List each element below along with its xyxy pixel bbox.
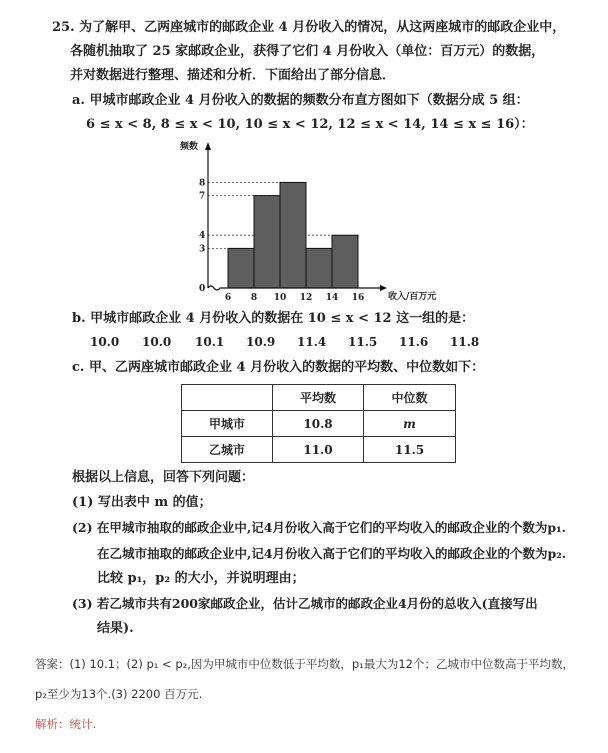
table-header-cell: 中位数 bbox=[364, 385, 456, 411]
histogram-bar bbox=[332, 235, 358, 288]
part-b-value: 10.0 bbox=[142, 335, 172, 349]
x-tick-label: 6 bbox=[224, 293, 232, 303]
part-b-value: 11.6 bbox=[399, 335, 429, 349]
prompt-text: 根据以上信息，回答下列问题： bbox=[72, 470, 255, 485]
sub-question-2a: (2) 在甲城市抽取的邮政企业中,记4月份收入高于它们的平均收入的邮政企业的个数为p₁. bbox=[72, 520, 566, 535]
x-tick-label: 12 bbox=[299, 293, 313, 303]
x-axis-label: 收入/百万元 bbox=[388, 292, 437, 302]
y-axis-arrow bbox=[205, 142, 211, 150]
table-cell: 甲城市 bbox=[182, 411, 273, 437]
part-b-value: 11.8 bbox=[450, 335, 480, 349]
part-b-value: 10.0 bbox=[90, 335, 120, 349]
part-b-text: b. 甲城市邮政企业 4 月份收入的数据在 10 ≤ x < 12 这一组的是： bbox=[72, 311, 475, 326]
table-row bbox=[182, 411, 456, 437]
part-a-line-1: a. 甲城市邮政企业 4 月份收入的数据的频数分布直方图如下（数据分成 5 组： bbox=[72, 93, 529, 108]
x-tick-label: 14 bbox=[325, 293, 339, 303]
sub-question-2c: 比较 p₁，p₂ 的大小，并说明理由； bbox=[97, 571, 305, 586]
y-tick-label: 4 bbox=[199, 231, 206, 242]
part-b-value: 11.4 bbox=[297, 335, 327, 349]
sub-question-1: (1) 写出表中 m 的值； bbox=[72, 495, 212, 510]
y-tick-label: 3 bbox=[199, 244, 206, 255]
table-cell: 11.0 bbox=[273, 437, 364, 463]
table-header-cell: 平均数 bbox=[273, 385, 364, 411]
x-axis-arrow bbox=[380, 285, 387, 291]
part-c-text: c. 甲、乙两座城市邮政企业 4 月份收入的数据的平均数、中位数如下： bbox=[72, 360, 485, 375]
table-row bbox=[182, 437, 456, 463]
analysis-label: 解析：统计. bbox=[35, 717, 97, 731]
part-b-value: 10.9 bbox=[246, 335, 276, 349]
x-tick-label: 16 bbox=[351, 293, 365, 303]
sub-question-3a: (3) 若乙城市共有200家邮政企业，估计乙城市的邮政企业4月份的总收入(直接写出 bbox=[72, 596, 538, 611]
question-intro-line-2: 各随机抽取了 25 家邮政企业，获得了它们 4 月份收入（单位：百万元）的数据， bbox=[70, 44, 545, 59]
histogram-bar bbox=[254, 196, 280, 288]
part-b-value: 10.1 bbox=[195, 335, 225, 349]
table-cell: 10.8 bbox=[273, 411, 364, 437]
part-a-line-2: 6 ≤ x < 8, 8 ≤ x < 10, 10 ≤ x < 12, 12 ≤ x < 14, 14 ≤ x ≤ 16）： bbox=[86, 117, 534, 132]
table-header-cell bbox=[182, 385, 273, 411]
y-tick-label: 7 bbox=[199, 191, 206, 202]
sub-question-2b: 在乙城市抽取的邮政企业中,记4月份收入高于它们的平均收入的邮政企业的个数为p₂. bbox=[97, 546, 567, 561]
x-tick-label: 10 bbox=[273, 293, 287, 303]
sub-question-3b: 结果). bbox=[97, 621, 134, 636]
question-intro-line-3: 并对数据进行整理、描述和分析．下面给出了部分信息． bbox=[70, 68, 396, 83]
origin-label: 0 bbox=[199, 284, 206, 294]
table-cell: 11.5 bbox=[364, 437, 456, 463]
histogram-bar bbox=[280, 182, 306, 288]
answer-line-2: p₂至少为13个.(3) 2200 百万元. bbox=[35, 687, 203, 701]
x-tick-label: 8 bbox=[250, 293, 258, 303]
table-cell: m bbox=[364, 411, 456, 437]
y-axis-label: 频数 bbox=[180, 142, 199, 152]
y-tick-label: 8 bbox=[199, 178, 206, 189]
answer-line-1: 答案：(1) 10.1；(2) p₁ < p₂,因为甲城市中位数低于平均数，p₁最大为12个；乙城市中位数高于平均数， bbox=[35, 657, 574, 671]
histogram-bar bbox=[228, 248, 254, 288]
statistics-table bbox=[181, 384, 456, 463]
question-intro-line-1: 25. 为了解甲、乙两座城市的邮政企业 4 月份收入的情况，从这两座城市的邮政企业中， bbox=[52, 20, 566, 35]
table-cell: 乙城市 bbox=[182, 437, 273, 463]
part-b-value: 11.5 bbox=[348, 335, 378, 349]
table-header-row bbox=[182, 385, 456, 411]
frequency-histogram bbox=[170, 138, 460, 308]
histogram-bar bbox=[306, 248, 332, 288]
